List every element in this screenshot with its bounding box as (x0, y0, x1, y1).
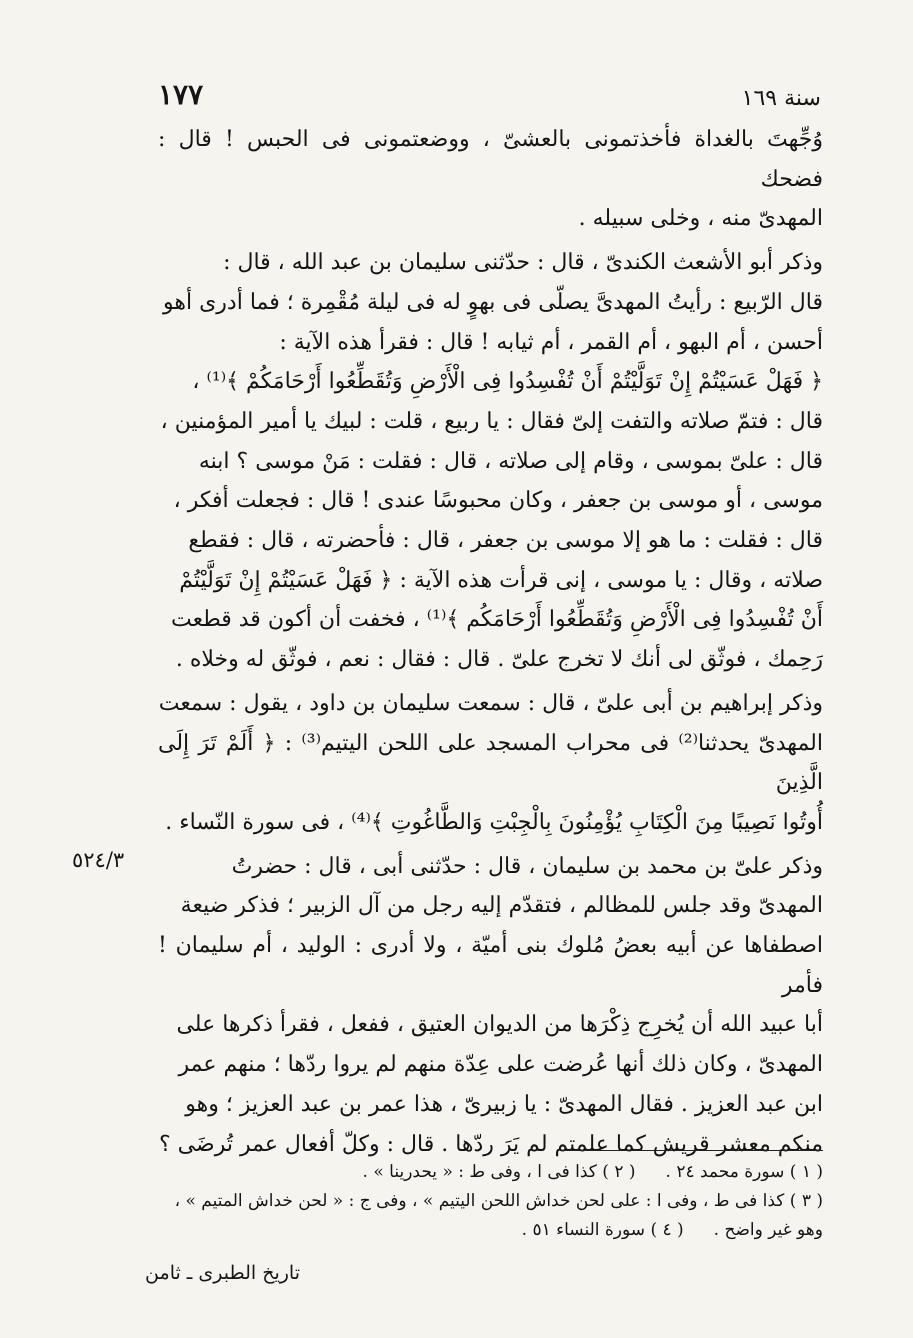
text-line: قال : فقلت : ما هو إلا موسى بن جعفر ، قال : فأحضرته ، قال : فقطع (188, 528, 823, 554)
text-line: قال الرّبيع : رأيتُ المهدىَّ يصلّى فى بهوٍ له فى ليلة مُقْمِرة ؛ فما أدرى أهو (163, 289, 823, 315)
paragraph (158, 684, 823, 843)
footnotes (160, 1158, 823, 1245)
main-text (158, 120, 823, 1168)
footnote-row (160, 1158, 823, 1187)
footnote-3: ( ٣ ) كذا فى ط ، وفى ا : على لحن خداش اللحن اليتيم » ، وفى ج : « لحن خداش المتيم » ، (174, 1191, 823, 1211)
running-header-year: سنة ١٦٩ (741, 86, 821, 111)
text-line: وذكر علىّ بن محمد بن سليمان ، قال : حدّثنى أبى ، قال : حضرتُ (231, 853, 823, 879)
text-line: المهدىّ منه ، وخلى سبيله . (578, 206, 823, 232)
text-line: صلاته ، وقال : يا موسى ، إنى قرأت هذه الآية : ﴿ فَهَلْ عَسَيْتُمْ إِنْ تَوَلَّيْتُمْ (179, 567, 823, 593)
text-line: أبا عبيد الله أن يُخرِج ذِكْرَها من الديوان العتيق ، ففعل ، فقرأ ذكرها على (176, 1012, 823, 1038)
page-footer-signature: تاريخ الطبرى ـ ثامن (145, 1262, 300, 1284)
margin-reference: ٥٢٤/٣ (72, 848, 125, 872)
footnote-3-continued: وهو غير واضح . (713, 1220, 823, 1240)
text-line: ابن عبد العزيز . فقال المهدىّ : يا زبيرىّ ، هذا عمر بن عبد العزيز ؛ وهو (185, 1091, 823, 1117)
paragraph (158, 120, 823, 239)
text-line: وذكر إبراهيم بن أبى علىّ ، قال : سمعت سليمان بن داود ، يقول : سمعت (158, 690, 823, 716)
footnote-row (160, 1216, 823, 1245)
text-line: المهدىّ يحدثنا⁽²⁾ فى محراب المسجد على اللحن اليتيم⁽³⁾ : ﴿ أَلَمْ تَرَ إِلَى الَّذِينَ (158, 730, 823, 796)
page-number: ١٧٧ (158, 78, 204, 111)
text-line: قال : علىّ بموسى ، وقام إلى صلاته ، قال : فقلت : مَنْ موسى ؟ ابنه (198, 448, 823, 474)
text-line: وذكر أبو الأشعث الكندىّ ، قال : حدّثنى سليمان بن عبد الله ، قال : (223, 250, 823, 276)
text-line: اصطفاها عن أبيه بعضُ مُلوك بنى أميّة ، ولا أدرى : الوليد ، أم سليمان ! فأمر (158, 933, 823, 998)
text-line: قال : فتمّ صلاته والتفت إلىّ فقال : يا ربيع ، قلت : لبيك يا أمير المؤمنين ، (160, 408, 823, 434)
paragraph (158, 243, 823, 680)
footnote-1: ( ١ ) سورة محمد ٢٤ . (665, 1162, 823, 1182)
text-line: المهدىّ ، وكان ذلك أنها عُرضت على عِدّة منهم لم يروا ردّها ؛ منهم عمر (178, 1052, 823, 1078)
text-line: وُجِّهتَ بالغداة فأخذتمونى بالعشىّ ، ووضعتمونى فى الحبس ! قال : فضحك (158, 127, 823, 192)
quran-verse-line: أَنْ تُفْسِدُوا فِى الْأَرْضِ وَتُقَطِّعُوا أَرْحَامَكُم ﴾⁽¹⁾ ، فخفت أن أكون قد قطعت (170, 607, 823, 633)
text-line: منكم معشر قريش كما علمتم لم يَرَ ردّها . قال : وكلّ أفعال عمر تُرضَى ؟ (159, 1131, 823, 1157)
text-line: رَحِمك ، فوثّق لى أنك لا تخرج علىّ . قال : فقال : نعم ، فوثّق له وخلاه . (175, 647, 823, 673)
text-line: المهدىّ وقد جلس للمظالم ، فتقدّم إليه رجل من آل الزبير ؛ فذكر ضيعة (180, 893, 823, 919)
footnote-2: ( ٢ ) كذا فى ا ، وفى ط : « يحدرينا » . (362, 1162, 636, 1182)
footnote-4: ( ٤ ) سورة النساء ٥١ . (521, 1220, 684, 1240)
quran-verse-line: ﴿ فَهَلْ عَسَيْتُمْ إِنْ تَوَلَّيْتُمْ أَنْ تُفْسِدُوا فِى الْأَرْضِ وَتُقَطِّعُوا أَرْحَامَكُمْ ﴾⁽¹⁾ ، (192, 369, 823, 395)
text-line: موسى ، أو موسى بن جعفر ، وكان محبوسًا عندى ! قال : فجعلت أفكر ، (173, 488, 823, 514)
footnote-row (160, 1187, 823, 1216)
footnote-divider (560, 1150, 823, 1151)
text-line: أحسن ، أم البهو ، أم القمر ، أم ثيابه ! قال : فقرأ هذه الآية : (279, 329, 823, 355)
quran-verse-line: أُوتُوا نَصِيبًا مِنَ الْكِتَابِ يُؤْمِنُونَ بِالْجِبْتِ وَالطَّاغُوتِ ﴾⁽⁴⁾ ، فى سورة النّساء . (165, 809, 823, 835)
paragraph (158, 847, 823, 1165)
